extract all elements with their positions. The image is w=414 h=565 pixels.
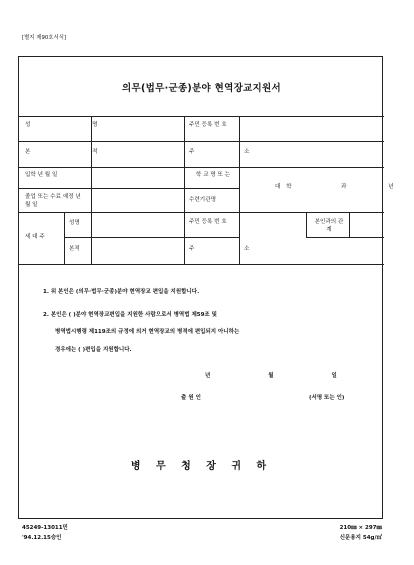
resident-number-label: 주민 등록 번 호 bbox=[189, 122, 227, 128]
row-divider bbox=[19, 141, 384, 142]
training-institution-label: 수련기관명 bbox=[189, 197, 217, 203]
householder-domicile-label: 본적 bbox=[69, 246, 80, 252]
school-name-label: 학 교 명 또 는 bbox=[195, 172, 231, 178]
householder-address-label: 주 소 bbox=[189, 246, 274, 252]
householder-label: 세 대 주 bbox=[25, 234, 45, 240]
row-divider bbox=[19, 212, 384, 213]
applicant-label: 출원인 bbox=[181, 395, 203, 401]
table-top-border bbox=[19, 116, 384, 117]
householder-resident-number-label: 주민 등록 번 호 bbox=[189, 219, 227, 225]
statement-1: 1. 위 본인은 (의무·법무·군종)분야 현역장교 편입을 지원합니다. bbox=[43, 289, 200, 295]
row-divider bbox=[19, 167, 384, 168]
approval-date: '94.12.15승인 bbox=[22, 535, 62, 541]
form-number: [별지 제90호서식] bbox=[22, 35, 67, 41]
table-bottom-border bbox=[19, 264, 384, 265]
form-title: 의무(법무·군종)분야 현역장교지원서 bbox=[122, 83, 281, 94]
paper-size: 210㎜ × 297㎜ bbox=[339, 525, 382, 531]
admission-date-label: 입학 년 월 일 bbox=[25, 172, 58, 178]
householder-name-label: 성명 bbox=[69, 220, 80, 226]
form-code: 45249-13011민 bbox=[22, 525, 68, 531]
column-divider bbox=[349, 212, 350, 237]
column-divider bbox=[64, 212, 65, 264]
row-divider bbox=[19, 188, 239, 189]
paper-type: 신문용지 54g/㎡ bbox=[339, 535, 382, 541]
statement-2-line-2: 병역법시행령 제119조의 규정에 의거 현역장교의 병적에 편입되지 아니하는 bbox=[55, 329, 240, 335]
application-form bbox=[18, 56, 414, 519]
column-divider bbox=[306, 212, 307, 237]
row-divider bbox=[306, 237, 384, 238]
statement-2-line-1: 2. 본인은 ( )분야 현역장교편입을 지원한 사람으로서 병역법 제59조 및 bbox=[43, 312, 217, 318]
domicile-label: 본 적 bbox=[25, 149, 128, 155]
column-divider bbox=[239, 116, 240, 264]
column-divider bbox=[184, 116, 185, 264]
column-divider bbox=[91, 116, 92, 212]
relationship-label: 본인과의 관 계 bbox=[314, 219, 344, 233]
address-label: 주 소 bbox=[189, 149, 274, 155]
application-date: 년 월 일 bbox=[205, 373, 365, 379]
addressee: 병 무 청 장 귀 하 bbox=[130, 461, 273, 472]
signature-placeholder: (서명 또는 인) bbox=[309, 395, 345, 401]
column-divider bbox=[91, 212, 92, 264]
graduation-date-label: 졸업 또는 수료 예정 년 월 일 bbox=[25, 194, 81, 208]
statement-2-line-3: 경우에는 ( )편입을 지원합니다. bbox=[55, 347, 132, 353]
name-label: 성 명 bbox=[25, 122, 128, 128]
university-label: 대 학 bbox=[275, 184, 294, 190]
department-year-label: 과 년 bbox=[341, 184, 414, 190]
